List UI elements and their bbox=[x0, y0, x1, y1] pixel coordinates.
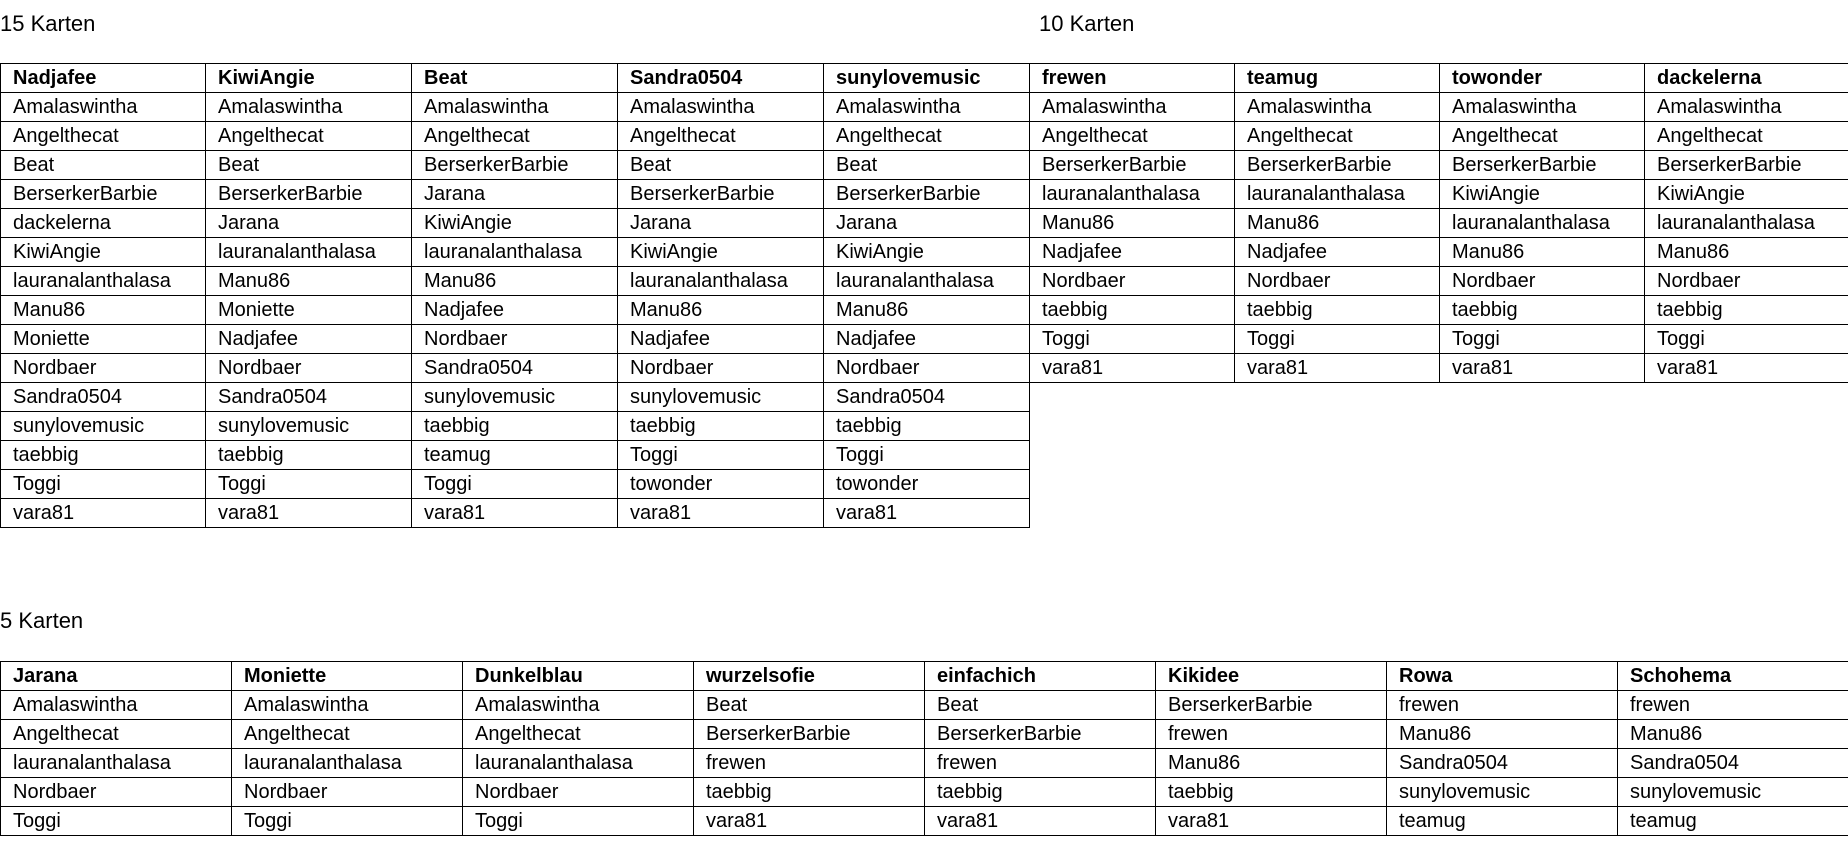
table-cell: Manu86 bbox=[1387, 720, 1618, 749]
table-cell: Amalaswintha bbox=[1645, 93, 1848, 122]
table-cell: Beat bbox=[1, 151, 206, 180]
table-cell: Amalaswintha bbox=[1235, 93, 1440, 122]
table-cell: vara81 bbox=[1235, 354, 1440, 383]
table-cell: Beat bbox=[694, 691, 925, 720]
table-cell: Amalaswintha bbox=[618, 93, 824, 122]
section-title-15-karten: 15 Karten bbox=[0, 11, 96, 36]
table-5-karten bbox=[0, 661, 1848, 836]
table-cell: Amalaswintha bbox=[1, 691, 232, 720]
table-cell: taebbig bbox=[1235, 296, 1440, 325]
table-cell: Toggi bbox=[1440, 325, 1645, 354]
table-row bbox=[1030, 296, 1848, 325]
table-cell: teamug bbox=[1387, 807, 1618, 836]
table-cell: Nordbaer bbox=[463, 778, 694, 807]
table-cell: vara81 bbox=[206, 499, 412, 528]
table-row bbox=[1030, 93, 1848, 122]
table-row bbox=[1, 778, 1848, 807]
table-cell: Nordbaer bbox=[1235, 267, 1440, 296]
table-cell: vara81 bbox=[1030, 354, 1235, 383]
table-cell: Manu86 bbox=[618, 296, 824, 325]
table-cell: Amalaswintha bbox=[232, 691, 463, 720]
table-cell: KiwiAngie bbox=[1645, 180, 1848, 209]
table-cell: Jarana bbox=[412, 180, 618, 209]
table-cell: Manu86 bbox=[1645, 238, 1848, 267]
table-cell: teamug bbox=[412, 441, 618, 470]
table-row bbox=[1, 296, 1030, 325]
table-cell: BerserkerBarbie bbox=[1030, 151, 1235, 180]
table-cell: taebbig bbox=[824, 412, 1030, 441]
table-row bbox=[1, 441, 1030, 470]
table-cell: lauranalanthalasa bbox=[618, 267, 824, 296]
table-row bbox=[1030, 267, 1848, 296]
column-header: Dunkelblau bbox=[463, 662, 694, 691]
table-cell: BerserkerBarbie bbox=[925, 720, 1156, 749]
table-cell: Manu86 bbox=[206, 267, 412, 296]
table-cell: Manu86 bbox=[1030, 209, 1235, 238]
table-cell: Amalaswintha bbox=[206, 93, 412, 122]
table-row bbox=[1, 209, 1030, 238]
table-cell: Jarana bbox=[824, 209, 1030, 238]
table-cell: vara81 bbox=[694, 807, 925, 836]
table-cell: sunylovemusic bbox=[1387, 778, 1618, 807]
column-header: Schohema bbox=[1618, 662, 1848, 691]
table-cell: lauranalanthalasa bbox=[232, 749, 463, 778]
table-cell: Beat bbox=[824, 151, 1030, 180]
table-cell: frewen bbox=[1387, 691, 1618, 720]
table-cell: BerserkerBarbie bbox=[1440, 151, 1645, 180]
table-cell: taebbig bbox=[694, 778, 925, 807]
table-row bbox=[1, 470, 1030, 499]
table-cell: lauranalanthalasa bbox=[1, 749, 232, 778]
table-cell: Manu86 bbox=[1618, 720, 1848, 749]
table-cell: taebbig bbox=[1440, 296, 1645, 325]
table-cell: dackelerna bbox=[1, 209, 206, 238]
table-cell: Moniette bbox=[206, 296, 412, 325]
table-row bbox=[1030, 325, 1848, 354]
table-cell: BerserkerBarbie bbox=[1235, 151, 1440, 180]
table-cell: Amalaswintha bbox=[412, 93, 618, 122]
table-cell: frewen bbox=[1156, 720, 1387, 749]
table-cell: Sandra0504 bbox=[206, 383, 412, 412]
table-row bbox=[1, 180, 1030, 209]
table-cell: Angelthecat bbox=[1, 720, 232, 749]
table-row bbox=[1, 122, 1030, 151]
table-row bbox=[1, 807, 1848, 836]
column-header: Moniette bbox=[232, 662, 463, 691]
table-cell: Sandra0504 bbox=[1618, 749, 1848, 778]
table-cell: Manu86 bbox=[1156, 749, 1387, 778]
table-row bbox=[1, 151, 1030, 180]
table-row bbox=[1, 412, 1030, 441]
table-10-karten bbox=[1029, 63, 1848, 383]
column-header: dackelerna bbox=[1645, 64, 1848, 93]
table-cell: taebbig bbox=[412, 412, 618, 441]
table-cell: Jarana bbox=[206, 209, 412, 238]
table-row bbox=[1, 499, 1030, 528]
table-cell: teamug bbox=[1618, 807, 1848, 836]
column-header: KiwiAngie bbox=[206, 64, 412, 93]
table-row bbox=[1030, 209, 1848, 238]
table-cell: Beat bbox=[206, 151, 412, 180]
table-cell: Nordbaer bbox=[1, 778, 232, 807]
table-cell: Manu86 bbox=[412, 267, 618, 296]
table-row bbox=[1030, 354, 1848, 383]
table-row bbox=[1, 354, 1030, 383]
table-row bbox=[1030, 151, 1848, 180]
table-cell: Nadjafee bbox=[1030, 238, 1235, 267]
table-cell: lauranalanthalasa bbox=[1440, 209, 1645, 238]
table-cell: Amalaswintha bbox=[824, 93, 1030, 122]
table-row bbox=[1, 325, 1030, 354]
table-cell: Toggi bbox=[412, 470, 618, 499]
table-cell: Angelthecat bbox=[618, 122, 824, 151]
table-cell: sunylovemusic bbox=[412, 383, 618, 412]
table-cell: lauranalanthalasa bbox=[1235, 180, 1440, 209]
table-cell: Angelthecat bbox=[1, 122, 206, 151]
table-row bbox=[1030, 122, 1848, 151]
table-cell: Angelthecat bbox=[463, 720, 694, 749]
table-cell: lauranalanthalasa bbox=[206, 238, 412, 267]
table-cell: Nordbaer bbox=[824, 354, 1030, 383]
table-cell: taebbig bbox=[1030, 296, 1235, 325]
table-header-row bbox=[1, 64, 1030, 93]
table-header-row bbox=[1, 662, 1848, 691]
table-cell: taebbig bbox=[206, 441, 412, 470]
table-cell: Nordbaer bbox=[206, 354, 412, 383]
column-header: Sandra0504 bbox=[618, 64, 824, 93]
table-cell: Angelthecat bbox=[206, 122, 412, 151]
column-header: towonder bbox=[1440, 64, 1645, 93]
table-row bbox=[1, 267, 1030, 296]
table-cell: frewen bbox=[694, 749, 925, 778]
table-cell: vara81 bbox=[1440, 354, 1645, 383]
table-cell: Sandra0504 bbox=[824, 383, 1030, 412]
table-15-karten bbox=[0, 63, 1030, 528]
table-cell: KiwiAngie bbox=[824, 238, 1030, 267]
table-row bbox=[1, 238, 1030, 267]
column-header: Jarana bbox=[1, 662, 232, 691]
table-cell: Nadjafee bbox=[206, 325, 412, 354]
table-cell: BerserkerBarbie bbox=[694, 720, 925, 749]
table-cell: taebbig bbox=[618, 412, 824, 441]
table-cell: Angelthecat bbox=[1645, 122, 1848, 151]
table-cell: vara81 bbox=[618, 499, 824, 528]
table-row bbox=[1, 720, 1848, 749]
table-cell: vara81 bbox=[1, 499, 206, 528]
table-cell: Nordbaer bbox=[1645, 267, 1848, 296]
table-row bbox=[1, 93, 1030, 122]
table-cell: Angelthecat bbox=[1030, 122, 1235, 151]
table-cell: lauranalanthalasa bbox=[463, 749, 694, 778]
table-cell: Manu86 bbox=[1235, 209, 1440, 238]
table-cell: Nordbaer bbox=[232, 778, 463, 807]
table-cell: Amalaswintha bbox=[1030, 93, 1235, 122]
table-cell: Nordbaer bbox=[1030, 267, 1235, 296]
table-cell: KiwiAngie bbox=[1440, 180, 1645, 209]
table-row bbox=[1, 691, 1848, 720]
table-cell: Amalaswintha bbox=[1, 93, 206, 122]
column-header: frewen bbox=[1030, 64, 1235, 93]
column-header: Rowa bbox=[1387, 662, 1618, 691]
table-cell: taebbig bbox=[1645, 296, 1848, 325]
table-cell: vara81 bbox=[1645, 354, 1848, 383]
table-cell: Nadjafee bbox=[412, 296, 618, 325]
table-cell: Manu86 bbox=[1440, 238, 1645, 267]
column-header: sunylovemusic bbox=[824, 64, 1030, 93]
table-cell: Angelthecat bbox=[232, 720, 463, 749]
table-cell: Toggi bbox=[824, 441, 1030, 470]
table-cell: Toggi bbox=[618, 441, 824, 470]
table-cell: Beat bbox=[618, 151, 824, 180]
table-row bbox=[1030, 238, 1848, 267]
table-cell: frewen bbox=[925, 749, 1156, 778]
table-cell: lauranalanthalasa bbox=[1030, 180, 1235, 209]
table-cell: vara81 bbox=[925, 807, 1156, 836]
table-cell: lauranalanthalasa bbox=[1, 267, 206, 296]
column-header: einfachich bbox=[925, 662, 1156, 691]
table-row bbox=[1, 749, 1848, 778]
table-cell: Amalaswintha bbox=[463, 691, 694, 720]
table-cell: Angelthecat bbox=[412, 122, 618, 151]
column-header: Kikidee bbox=[1156, 662, 1387, 691]
table-cell: Sandra0504 bbox=[1, 383, 206, 412]
table-cell: vara81 bbox=[824, 499, 1030, 528]
table-row bbox=[1030, 180, 1848, 209]
table-cell: Nordbaer bbox=[412, 325, 618, 354]
table-cell: Toggi bbox=[206, 470, 412, 499]
table-cell: Manu86 bbox=[1, 296, 206, 325]
column-header: Beat bbox=[412, 64, 618, 93]
table-cell: vara81 bbox=[412, 499, 618, 528]
table-cell: BerserkerBarbie bbox=[206, 180, 412, 209]
table-cell: Sandra0504 bbox=[1387, 749, 1618, 778]
table-cell: Manu86 bbox=[824, 296, 1030, 325]
table-cell: frewen bbox=[1618, 691, 1848, 720]
table-cell: Sandra0504 bbox=[412, 354, 618, 383]
table-cell: Moniette bbox=[1, 325, 206, 354]
table-cell: BerserkerBarbie bbox=[1, 180, 206, 209]
table-cell: sunylovemusic bbox=[206, 412, 412, 441]
table-cell: sunylovemusic bbox=[618, 383, 824, 412]
table-cell: Jarana bbox=[618, 209, 824, 238]
table-cell: Toggi bbox=[1, 807, 232, 836]
table-cell: Nadjafee bbox=[618, 325, 824, 354]
table-cell: BerserkerBarbie bbox=[412, 151, 618, 180]
table-cell: Toggi bbox=[232, 807, 463, 836]
table-cell: KiwiAngie bbox=[412, 209, 618, 238]
table-cell: Nadjafee bbox=[1235, 238, 1440, 267]
table-cell: Toggi bbox=[1645, 325, 1848, 354]
section-title-10-karten: 10 Karten bbox=[1039, 11, 1135, 36]
table-cell: lauranalanthalasa bbox=[412, 238, 618, 267]
table-cell: Amalaswintha bbox=[1440, 93, 1645, 122]
table-row bbox=[1, 383, 1030, 412]
table-cell: Nordbaer bbox=[1440, 267, 1645, 296]
table-cell: vara81 bbox=[1156, 807, 1387, 836]
table-cell: Nordbaer bbox=[618, 354, 824, 383]
column-header: wurzelsofie bbox=[694, 662, 925, 691]
table-cell: sunylovemusic bbox=[1, 412, 206, 441]
table-cell: Beat bbox=[925, 691, 1156, 720]
table-cell: taebbig bbox=[1156, 778, 1387, 807]
table-cell: Nordbaer bbox=[1, 354, 206, 383]
table-cell: Angelthecat bbox=[1235, 122, 1440, 151]
table-cell: lauranalanthalasa bbox=[1645, 209, 1848, 238]
table-cell: BerserkerBarbie bbox=[618, 180, 824, 209]
table-header-row bbox=[1030, 64, 1848, 93]
table-cell: Angelthecat bbox=[824, 122, 1030, 151]
table-cell: Toggi bbox=[463, 807, 694, 836]
table-cell: KiwiAngie bbox=[1, 238, 206, 267]
column-header: teamug bbox=[1235, 64, 1440, 93]
table-cell: towonder bbox=[618, 470, 824, 499]
table-cell: BerserkerBarbie bbox=[824, 180, 1030, 209]
table-cell: Toggi bbox=[1030, 325, 1235, 354]
table-cell: Toggi bbox=[1235, 325, 1440, 354]
table-cell: towonder bbox=[824, 470, 1030, 499]
column-header: Nadjafee bbox=[1, 64, 206, 93]
table-cell: Nadjafee bbox=[824, 325, 1030, 354]
table-cell: lauranalanthalasa bbox=[824, 267, 1030, 296]
section-title-5-karten: 5 Karten bbox=[0, 608, 84, 633]
table-cell: BerserkerBarbie bbox=[1645, 151, 1848, 180]
table-cell: taebbig bbox=[1, 441, 206, 470]
table-cell: sunylovemusic bbox=[1618, 778, 1848, 807]
table-cell: Angelthecat bbox=[1440, 122, 1645, 151]
table-cell: taebbig bbox=[925, 778, 1156, 807]
table-cell: BerserkerBarbie bbox=[1156, 691, 1387, 720]
table-cell: Toggi bbox=[1, 470, 206, 499]
table-cell: KiwiAngie bbox=[618, 238, 824, 267]
